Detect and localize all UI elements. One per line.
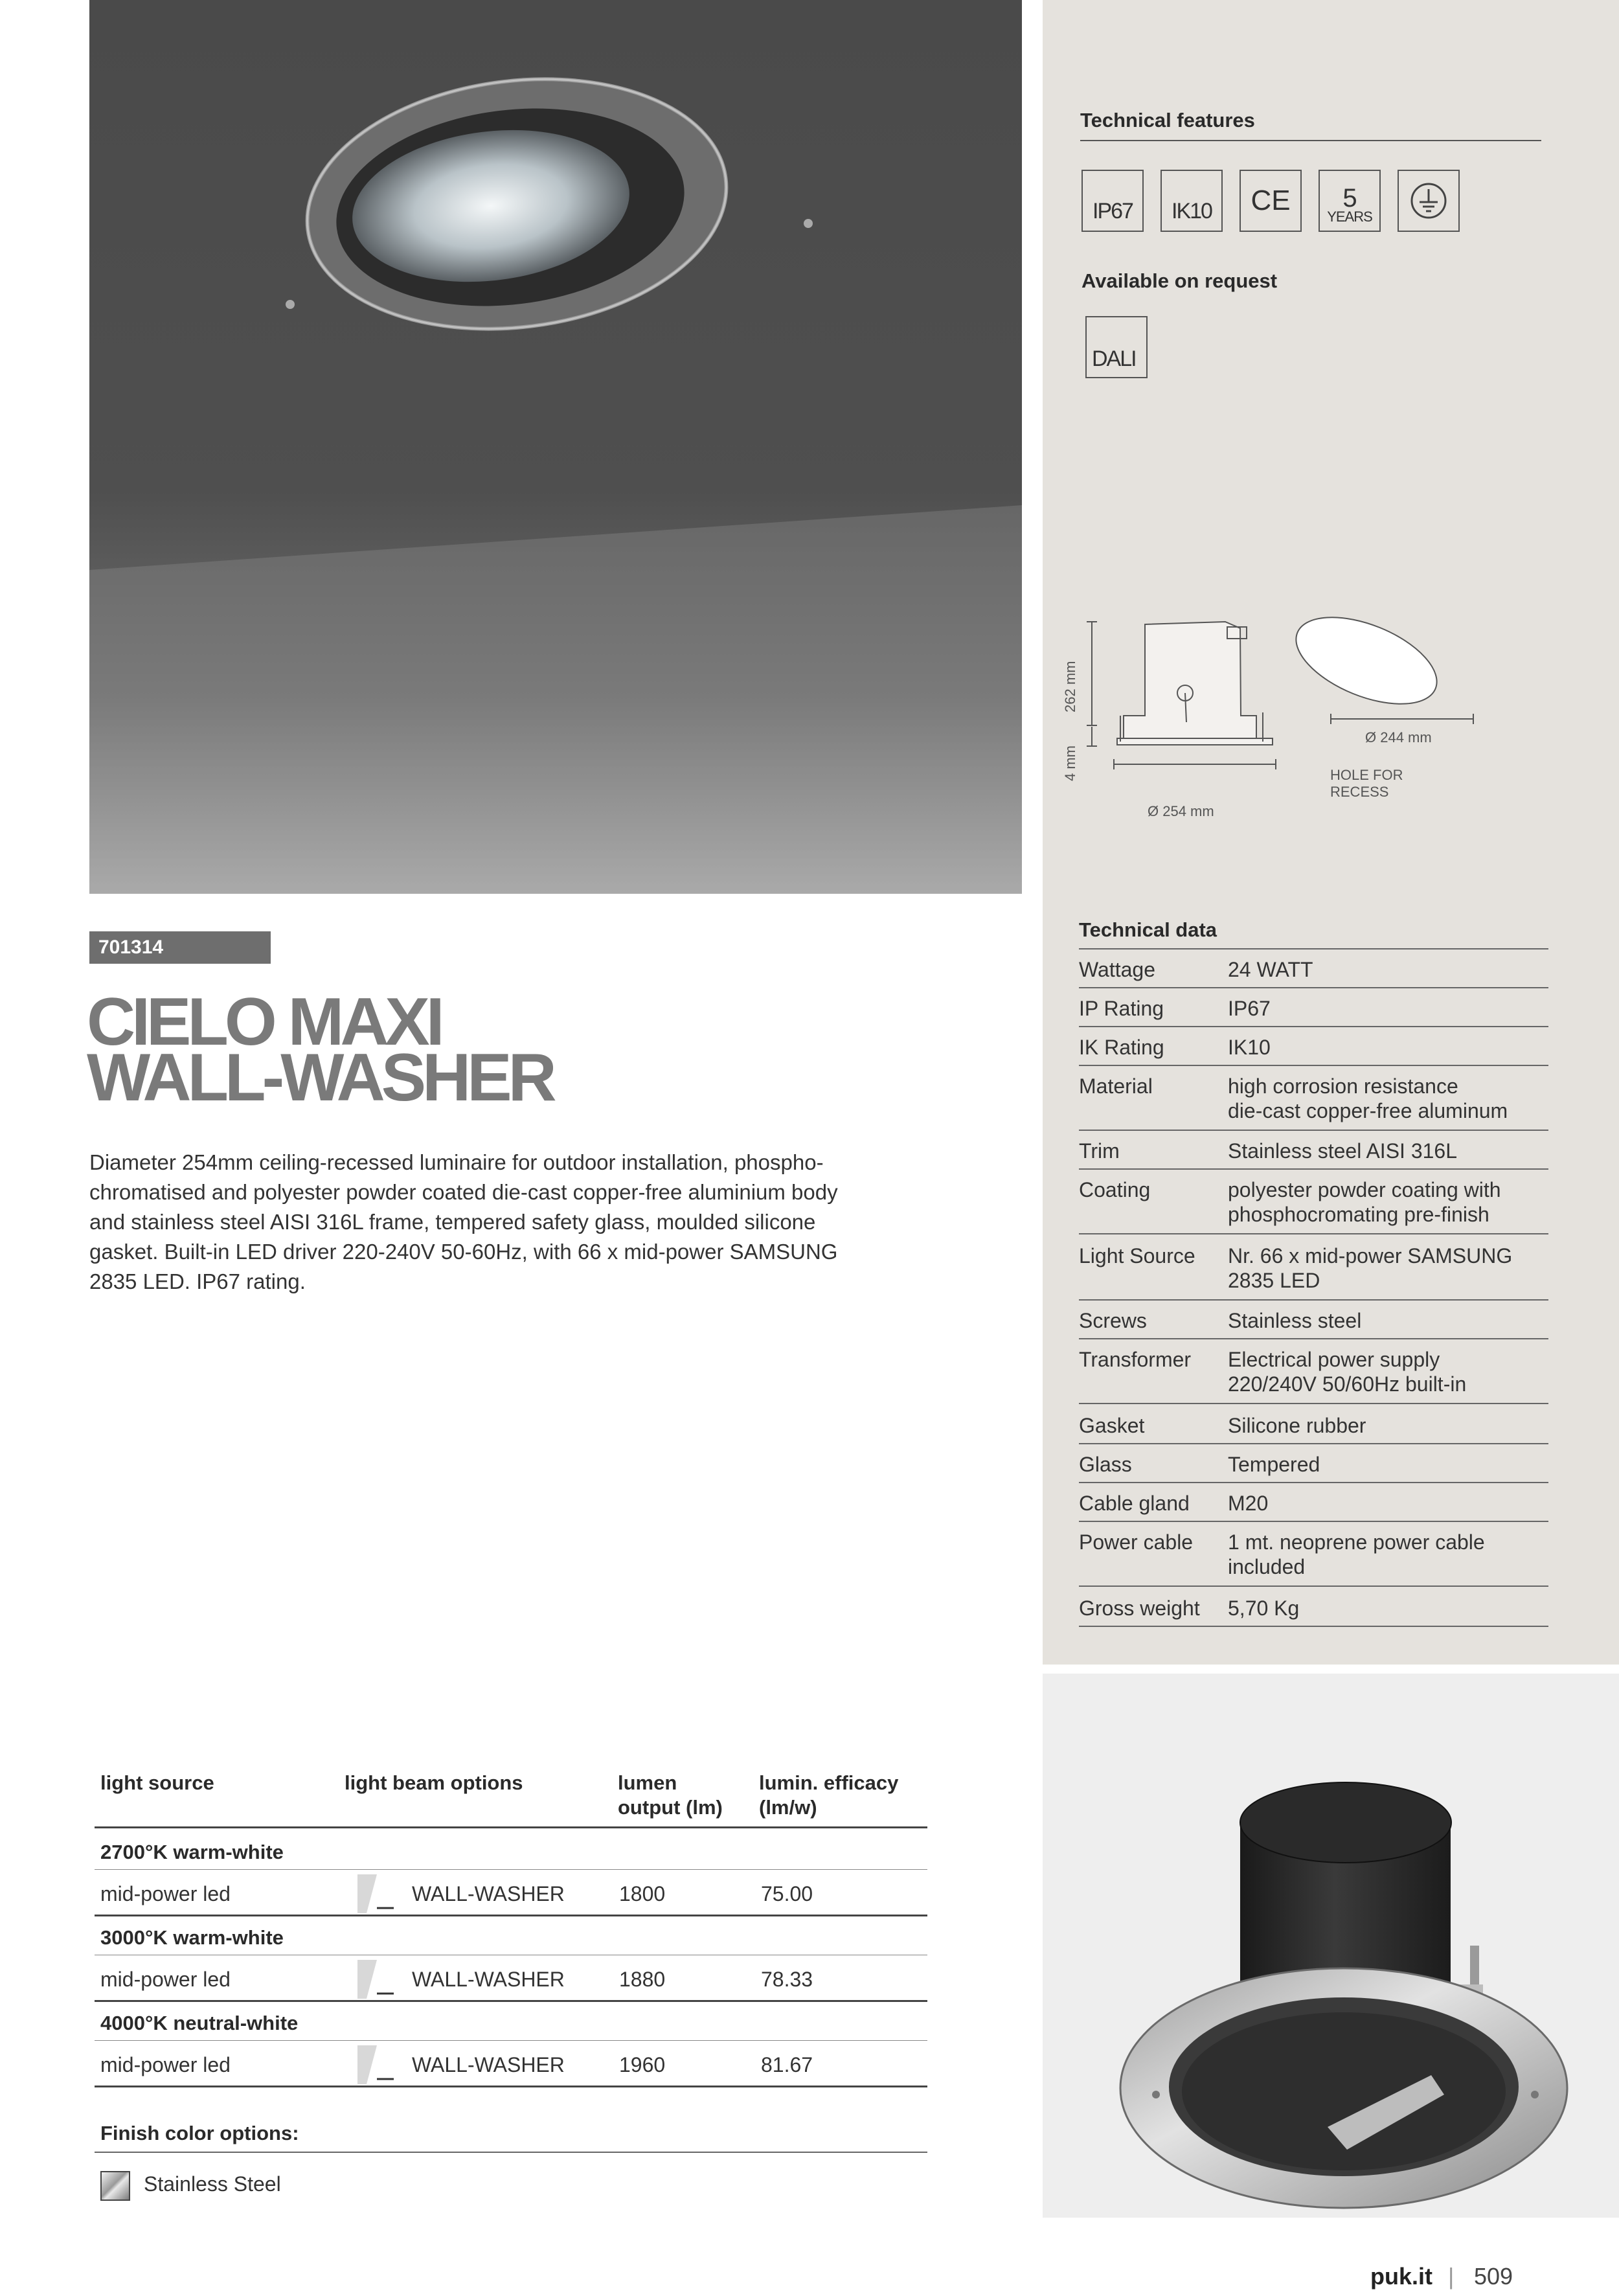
color-temp-group: 4000°K neutral-white — [100, 2012, 299, 2034]
wattage-value: 24 WATT — [1228, 958, 1313, 981]
divider — [1079, 1130, 1548, 1131]
beam-cell: WALL-WASHER — [412, 1882, 565, 1905]
product-photo — [89, 0, 1022, 894]
divider — [1079, 1586, 1548, 1587]
ik10-icon: IK10 — [1160, 170, 1223, 232]
cable-gland-label: Cable gland — [1079, 1492, 1190, 1515]
light-source-value: Nr. 66 x mid-power SAMSUNG — [1228, 1244, 1513, 1267]
light-source-label: Light Source — [1079, 1244, 1195, 1267]
divider — [95, 2000, 927, 2002]
transformer-label: Transformer — [1079, 1348, 1192, 1371]
lumen-cell: 1960 — [619, 2053, 666, 2076]
product-title: CIELO MAXI — [87, 984, 441, 1060]
header-efficacy-unit: (lm/w) — [759, 1796, 817, 1819]
trim-value: Stainless steel AISI 316L — [1228, 1139, 1457, 1163]
coating-value: polyester powder coating with — [1228, 1178, 1501, 1201]
description-line: gasket. Built-in LED driver 220-240V 50-60Hz, with 66 x mid-power SAMSUNG — [89, 1240, 838, 1264]
product-subtitle: WALL-WASHER — [87, 1040, 553, 1115]
wall-washer-beam-icon — [357, 2045, 394, 2084]
material-label: Material — [1079, 1074, 1153, 1098]
divider — [95, 2086, 927, 2087]
efficacy-cell: 75.00 — [761, 1882, 813, 1905]
source-cell: mid-power led — [100, 1968, 231, 1991]
description-line: chromatised and polyester powder coated die-cast copper-free aluminium body — [89, 1180, 838, 1204]
divider — [95, 1915, 927, 1916]
height-dimension: 262 mm — [1062, 661, 1078, 712]
lumen-cell: 1800 — [619, 1882, 666, 1905]
technical-drawing — [1062, 609, 1515, 842]
stainless-steel-swatch — [100, 2171, 130, 2201]
description-line: and stainless steel AISI 316L frame, tempered safety glass, moulded silicone — [89, 1210, 816, 1234]
ik-rating-label: IK Rating — [1079, 1036, 1164, 1059]
divider — [95, 1869, 927, 1870]
divider — [95, 2152, 927, 2153]
technical-data-title: Technical data — [1079, 918, 1217, 941]
dali-icon: DALI — [1085, 316, 1148, 378]
efficacy-cell: 81.67 — [761, 2053, 813, 2076]
ce-mark-icon: CE — [1240, 170, 1302, 232]
description-line: Diameter 254mm ceiling-recessed luminaire for outdoor installation, phospho- — [89, 1150, 824, 1174]
screws-value: Stainless steel — [1228, 1309, 1362, 1332]
hole-diameter-dimension: Ø 244 mm — [1365, 729, 1432, 745]
divider — [1079, 1443, 1548, 1444]
header-lumen: lumen — [618, 1771, 677, 1794]
divider — [1079, 1168, 1548, 1170]
lumen-cell: 1880 — [619, 1968, 666, 1991]
divider — [1079, 1626, 1548, 1627]
color-temp-group: 3000°K warm-white — [100, 1926, 284, 1949]
coating-label: Coating — [1079, 1178, 1151, 1201]
divider — [1079, 948, 1548, 949]
base-dimension: 4 mm — [1062, 745, 1078, 781]
footer-site: puk.it — [1370, 2263, 1432, 2290]
wall-washer-beam-icon — [357, 1960, 394, 1999]
divider — [1079, 1065, 1548, 1066]
divider — [95, 2040, 927, 2041]
footer-separator: | — [1448, 2263, 1455, 2290]
color-temp-group: 2700°K warm-white — [100, 1841, 284, 1863]
wattage-label: Wattage — [1079, 958, 1155, 981]
source-cell: mid-power led — [100, 2053, 231, 2076]
header-lumen-unit: output (lm) — [618, 1796, 723, 1819]
header-light-source: light source — [100, 1771, 214, 1794]
divider — [1079, 1338, 1548, 1339]
coating-value: phosphocromating pre-finish — [1228, 1203, 1489, 1226]
divider — [1079, 1403, 1548, 1404]
efficacy-cell: 78.33 — [761, 1968, 813, 1991]
transformer-value: 220/240V 50/60Hz built-in — [1228, 1372, 1467, 1396]
material-value: die-cast copper-free aluminum — [1228, 1099, 1508, 1122]
transformer-value: Electrical power supply — [1228, 1348, 1440, 1371]
divider — [1079, 1233, 1548, 1234]
header-efficacy: lumin. efficacy — [759, 1771, 899, 1794]
ip67-icon: IP67 — [1081, 170, 1144, 232]
divider — [95, 1826, 927, 1828]
earth-ground-icon — [1398, 170, 1460, 232]
gasket-value: Silicone rubber — [1228, 1414, 1366, 1437]
ip-rating-label: IP Rating — [1079, 997, 1164, 1020]
ip-rating-value: IP67 — [1228, 997, 1271, 1020]
technical-features-title: Technical features — [1080, 109, 1255, 131]
divider — [1079, 1026, 1548, 1027]
finish-options-title: Finish color options: — [100, 2122, 299, 2144]
screws-label: Screws — [1079, 1309, 1147, 1332]
recess-label: RECESS — [1330, 784, 1389, 800]
beam-cell: WALL-WASHER — [412, 2053, 565, 2076]
divider — [1079, 987, 1548, 988]
warranty-5-years-icon: 5 YEARS — [1319, 170, 1381, 232]
light-source-value: 2835 LED — [1228, 1269, 1320, 1292]
divider — [1079, 1521, 1548, 1522]
gross-weight-value: 5,70 Kg — [1228, 1597, 1300, 1620]
hole-label: HOLE FOR — [1330, 767, 1403, 783]
power-cable-value: 1 mt. neoprene power cable — [1228, 1530, 1485, 1554]
ik-rating-value: IK10 — [1228, 1036, 1271, 1059]
product-code: 701314 — [98, 937, 164, 958]
cable-gland-value: M20 — [1228, 1492, 1269, 1515]
source-cell: mid-power led — [100, 1882, 231, 1905]
gasket-label: Gasket — [1079, 1414, 1145, 1437]
power-cable-value: included — [1228, 1555, 1306, 1578]
description-line: 2835 LED. IP67 rating. — [89, 1269, 306, 1293]
divider — [1079, 1299, 1548, 1301]
beam-cell: WALL-WASHER — [412, 1968, 565, 1991]
available-on-request-title: Available on request — [1081, 269, 1278, 292]
header-light-beam: light beam options — [345, 1771, 523, 1794]
wall-washer-beam-icon — [357, 1874, 394, 1913]
page-number: 509 — [1474, 2263, 1513, 2290]
glass-value: Tempered — [1228, 1453, 1320, 1476]
gross-weight-label: Gross weight — [1079, 1597, 1200, 1620]
divider — [1080, 140, 1541, 141]
material-value: high corrosion resistance — [1228, 1074, 1458, 1098]
trim-label: Trim — [1079, 1139, 1120, 1163]
glass-label: Glass — [1079, 1453, 1132, 1476]
diameter-dimension: Ø 254 mm — [1148, 803, 1214, 819]
product-image — [1043, 1674, 1619, 2218]
power-cable-label: Power cable — [1079, 1530, 1194, 1554]
divider — [1079, 1482, 1548, 1483]
finish-option-label: Stainless Steel — [144, 2172, 281, 2196]
